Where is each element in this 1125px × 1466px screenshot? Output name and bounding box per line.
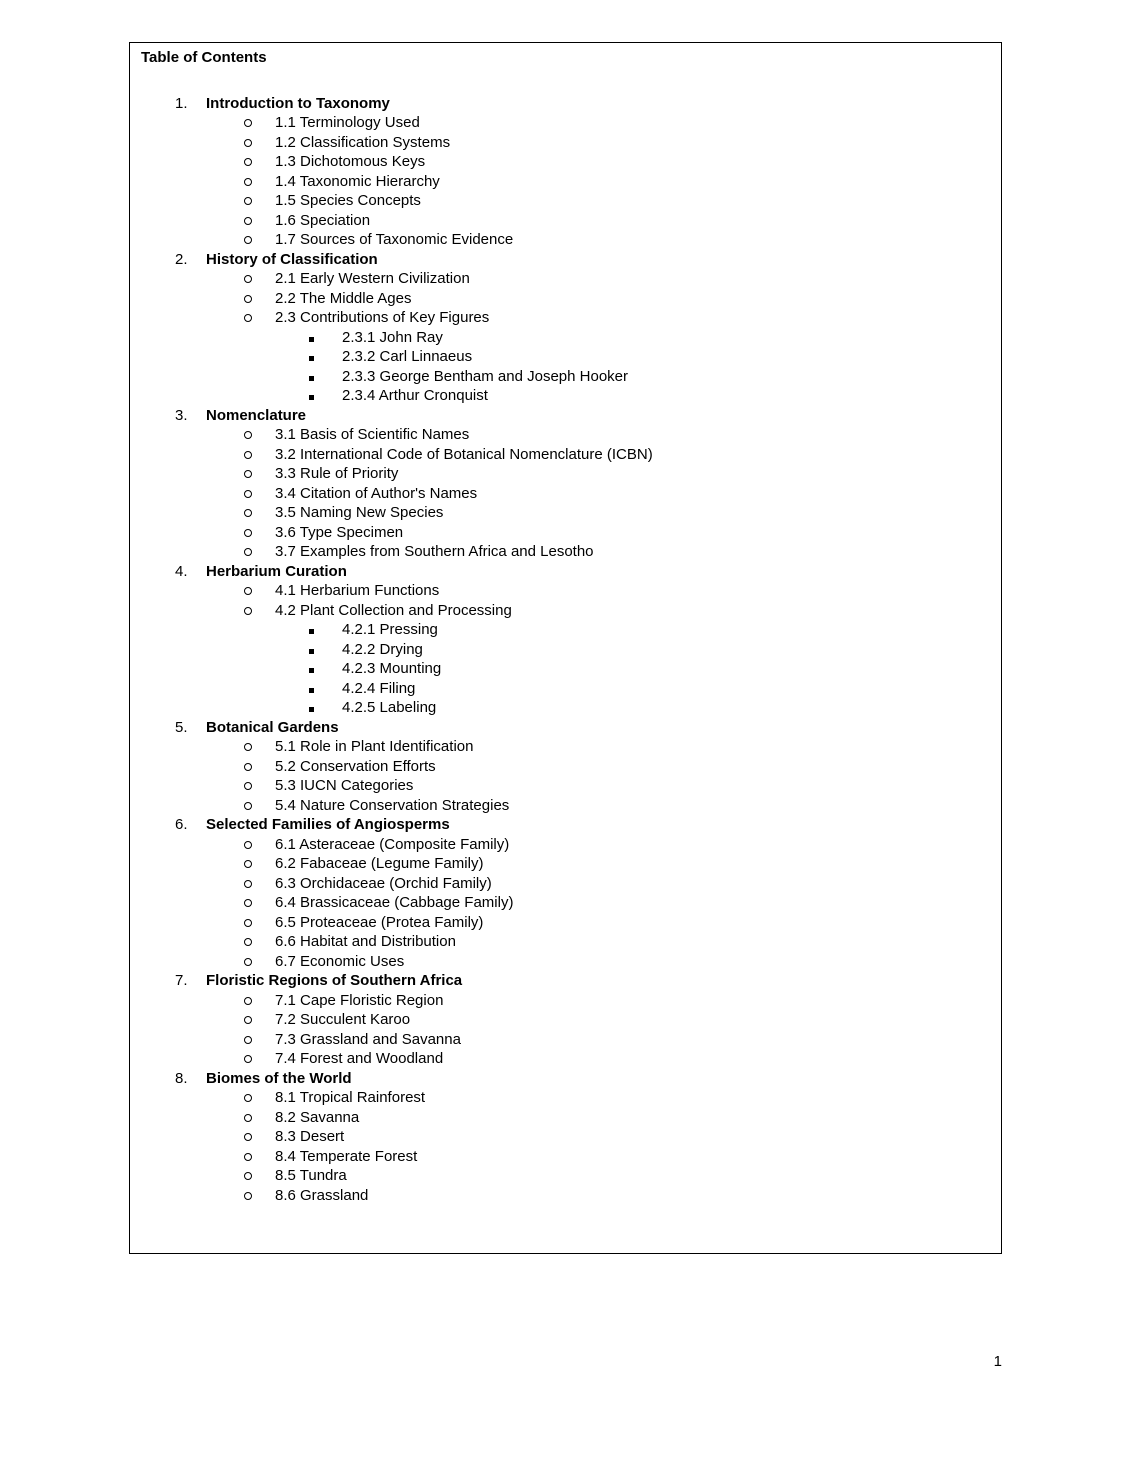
- toc-item: [130, 1010, 989, 1030]
- toc-section-number: 1.: [175, 94, 188, 112]
- circle-bullet-icon: [244, 1055, 252, 1063]
- toc-section-title: History of Classification: [206, 250, 378, 268]
- circle-bullet-icon: [244, 802, 252, 810]
- toc-item-label: 3.5 Naming New Species: [275, 504, 444, 521]
- toc-section-number: 6.: [175, 816, 188, 833]
- page-number: 1: [993, 1353, 1002, 1370]
- circle-bullet-icon: [244, 509, 252, 517]
- toc-subitem: [130, 367, 989, 387]
- bullet-cell: [242, 952, 275, 972]
- circle-bullet-icon: [244, 607, 252, 615]
- toc-section-number: 4.: [175, 562, 188, 580]
- toc-item: [130, 991, 989, 1011]
- bullet-cell: [242, 737, 275, 757]
- toc-section-heading: [130, 1069, 989, 1089]
- bullet-cell: [242, 289, 275, 309]
- toc-section-heading: [130, 406, 989, 426]
- circle-bullet-icon: [244, 958, 252, 966]
- toc-section-title: Nomenclature: [206, 406, 307, 424]
- toc-subitem: [130, 328, 989, 348]
- toc-item: [130, 191, 989, 211]
- toc-item: [130, 737, 989, 757]
- bullet-cell: [242, 1127, 275, 1147]
- toc-item: [130, 523, 989, 543]
- toc-item-label: 6.2 Fabaceae (Legume Family): [275, 855, 484, 872]
- toc-item: [130, 503, 989, 523]
- toc-section-number: 8.: [175, 1069, 188, 1087]
- toc-section-number: 3.: [175, 406, 188, 424]
- circle-bullet-icon: [244, 899, 252, 907]
- bullet-cell: [242, 445, 275, 465]
- toc-item-label: 1.4 Taxonomic Hierarchy: [275, 172, 440, 190]
- toc-item-label: 3.3 Rule of Priority: [275, 465, 399, 482]
- toc-subitem-label: 4.2.1 Pressing: [342, 621, 438, 638]
- toc-item-label: 1.7 Sources of Taxonomic Evidence: [275, 231, 514, 248]
- toc-item-label: 5.4 Nature Conservation Strategies: [275, 796, 510, 814]
- toc-item-label: 8.2 Savanna: [275, 1108, 360, 1126]
- circle-bullet-icon: [244, 178, 252, 186]
- toc-item-label: 7.4 Forest and Woodland: [275, 1050, 444, 1067]
- bullet-cell: [242, 893, 275, 913]
- toc-subitem-label: 2.3.4 Arthur Cronquist: [342, 387, 488, 404]
- circle-bullet-icon: [244, 1016, 252, 1024]
- square-bullet-icon: [309, 337, 314, 342]
- toc-item-label: 5.3 IUCN Categories: [275, 777, 414, 794]
- bullet-cell: [242, 1030, 275, 1050]
- toc-item: [130, 1127, 989, 1147]
- bullet-cell: [307, 679, 342, 699]
- toc-item: [130, 172, 989, 192]
- toc-item: [130, 425, 989, 445]
- circle-bullet-icon: [244, 1153, 252, 1161]
- circle-bullet-icon: [244, 275, 252, 283]
- toc-item-label: 7.2 Succulent Karoo: [275, 1011, 411, 1028]
- toc-list: [130, 94, 989, 1206]
- toc-item: [130, 269, 989, 289]
- toc-section-title: Selected Families of Angiosperms: [206, 816, 450, 833]
- toc-item-label: 8.4 Temperate Forest: [275, 1147, 418, 1165]
- toc-subitem-label: 2.3.1 John Ray: [342, 328, 443, 346]
- toc-item-label: 3.4 Citation of Author's Names: [275, 484, 478, 502]
- bullet-cell: [242, 269, 275, 289]
- toc-subitem-label: 4.2.3 Mounting: [342, 660, 442, 677]
- circle-bullet-icon: [244, 490, 252, 498]
- toc-item: [130, 1108, 989, 1128]
- bullet-cell: [242, 464, 275, 484]
- toc-item: [130, 289, 989, 309]
- toc-item-label: 3.7 Examples from Southern Africa and Lesotho: [275, 543, 594, 560]
- toc-item-label: 4.1 Herbarium Functions: [275, 582, 440, 599]
- toc-item-label: 8.3 Desert: [275, 1128, 345, 1145]
- toc-section-title: Herbarium Curation: [206, 562, 347, 580]
- circle-bullet-icon: [244, 1094, 252, 1102]
- toc-section-heading: [130, 718, 989, 738]
- toc-item: [130, 893, 989, 913]
- toc-item: [130, 776, 989, 796]
- toc-item-label: 1.6 Speciation: [275, 211, 371, 229]
- toc-item: [130, 445, 989, 465]
- bullet-cell: [242, 1010, 275, 1030]
- toc-item-label: 6.3 Orchidaceae (Orchid Family): [275, 874, 492, 892]
- toc-item-label: 2.1 Early Western Civilization: [275, 270, 470, 287]
- toc-subitem-label: 4.2.4 Filing: [342, 679, 416, 697]
- bullet-cell: [242, 1147, 275, 1167]
- toc-section-heading: [130, 250, 989, 270]
- toc-item: [130, 835, 989, 855]
- bullet-cell: [242, 152, 275, 172]
- bullet-cell: [242, 425, 275, 445]
- toc-section-number: 2.: [175, 250, 188, 268]
- circle-bullet-icon: [244, 997, 252, 1005]
- toc-item-label: 6.5 Proteaceae (Protea Family): [275, 913, 484, 931]
- toc-section-heading: [130, 562, 989, 582]
- toc-item-label: 3.2 International Code of Botanical Nomenclature (ICBN): [275, 445, 653, 463]
- toc-item: [130, 1166, 989, 1186]
- circle-bullet-icon: [244, 119, 252, 127]
- toc-subitem: [130, 640, 989, 660]
- toc-subitem-label: 2.3.3 George Bentham and Joseph Hooker: [342, 367, 629, 385]
- circle-bullet-icon: [244, 880, 252, 888]
- circle-bullet-icon: [244, 1114, 252, 1122]
- toc-subitem: [130, 386, 989, 406]
- toc-item-label: 2.2 The Middle Ages: [275, 289, 412, 307]
- toc-subitem: [130, 659, 989, 679]
- bullet-cell: [307, 347, 342, 367]
- square-bullet-icon: [309, 668, 314, 673]
- toc-section-number: 5.: [175, 718, 188, 736]
- toc-subitem: [130, 347, 989, 367]
- toc-item: [130, 601, 989, 621]
- toc-item: [130, 854, 989, 874]
- bullet-cell: [242, 211, 275, 231]
- square-bullet-icon: [309, 376, 314, 381]
- circle-bullet-icon: [244, 1172, 252, 1180]
- circle-bullet-icon: [244, 158, 252, 166]
- toc-section-heading: [130, 971, 989, 991]
- bullet-cell: [242, 172, 275, 192]
- toc-item-label: 8.6 Grassland: [275, 1186, 369, 1204]
- toc-item: [130, 874, 989, 894]
- square-bullet-icon: [309, 356, 314, 361]
- toc-item: [130, 113, 989, 133]
- bullet-cell: [242, 503, 275, 523]
- bullet-cell: [242, 601, 275, 621]
- circle-bullet-icon: [244, 841, 252, 849]
- circle-bullet-icon: [244, 1036, 252, 1044]
- toc-item-label: 1.5 Species Concepts: [275, 192, 421, 209]
- toc-item-label: 6.1 Asteraceae (Composite Family): [275, 835, 510, 853]
- toc-subitem: [130, 620, 989, 640]
- toc-item: [130, 796, 989, 816]
- toc-item: [130, 1147, 989, 1167]
- toc-section-title: Botanical Gardens: [206, 718, 339, 736]
- square-bullet-icon: [309, 649, 314, 654]
- toc-item: [130, 211, 989, 231]
- bullet-cell: [242, 133, 275, 153]
- toc-item: [130, 308, 989, 328]
- toc-item-label: 1.1 Terminology Used: [275, 114, 420, 131]
- circle-bullet-icon: [244, 451, 252, 459]
- toc-item-label: 8.5 Tundra: [275, 1167, 347, 1184]
- toc-section-heading: [130, 94, 989, 114]
- toc-item: [130, 1030, 989, 1050]
- bullet-cell: [242, 523, 275, 543]
- bullet-cell: [242, 1186, 275, 1206]
- circle-bullet-icon: [244, 197, 252, 205]
- toc-item: [130, 133, 989, 153]
- bullet-cell: [242, 113, 275, 133]
- bullet-cell: [242, 1166, 275, 1186]
- bullet-cell: [242, 230, 275, 250]
- bullet-cell: [242, 484, 275, 504]
- bullet-cell: [242, 1088, 275, 1108]
- toc-section-title: Biomes of the World: [206, 1069, 352, 1087]
- toc-item: [130, 152, 989, 172]
- bullet-cell: [242, 757, 275, 777]
- toc-subitem-label: 4.2.2 Drying: [342, 640, 423, 658]
- toc-item: [130, 913, 989, 933]
- toc-item-label: 6.4 Brassicaceae (Cabbage Family): [275, 894, 514, 911]
- toc-section-heading: [130, 815, 989, 835]
- circle-bullet-icon: [244, 1133, 252, 1141]
- bullet-cell: [242, 991, 275, 1011]
- circle-bullet-icon: [244, 743, 252, 751]
- toc-item: [130, 932, 989, 952]
- bullet-cell: [242, 308, 275, 328]
- toc-item: [130, 757, 989, 777]
- bullet-cell: [242, 932, 275, 952]
- toc-item-label: 6.7 Economic Uses: [275, 952, 405, 970]
- bullet-cell: [242, 835, 275, 855]
- toc-item-label: 7.1 Cape Floristic Region: [275, 991, 444, 1009]
- circle-bullet-icon: [244, 431, 252, 439]
- bullet-cell: [242, 776, 275, 796]
- circle-bullet-icon: [244, 314, 252, 322]
- circle-bullet-icon: [244, 763, 252, 771]
- bullet-cell: [242, 191, 275, 211]
- bullet-cell: [242, 796, 275, 816]
- toc-item-label: 7.3 Grassland and Savanna: [275, 1030, 461, 1048]
- circle-bullet-icon: [244, 860, 252, 868]
- square-bullet-icon: [309, 395, 314, 400]
- toc-section-title: Floristic Regions of Southern Africa: [206, 972, 463, 989]
- toc-subitem: [130, 698, 989, 718]
- toc-item: [130, 542, 989, 562]
- toc-subitem-label: 2.3.2 Carl Linnaeus: [342, 348, 473, 365]
- toc-item: [130, 1049, 989, 1069]
- toc-item-label: 3.1 Basis of Scientific Names: [275, 426, 470, 443]
- circle-bullet-icon: [244, 529, 252, 537]
- toc-item-label: 1.3 Dichotomous Keys: [275, 153, 426, 170]
- toc-item-label: 3.6 Type Specimen: [275, 523, 404, 541]
- bullet-cell: [242, 913, 275, 933]
- circle-bullet-icon: [244, 236, 252, 244]
- toc-section-number: 7.: [175, 972, 188, 989]
- toc-item: [130, 230, 989, 250]
- circle-bullet-icon: [244, 587, 252, 595]
- toc-subitem: [130, 679, 989, 699]
- toc-item-label: 1.2 Classification Systems: [275, 133, 451, 151]
- toc-item: [130, 484, 989, 504]
- bullet-cell: [307, 698, 342, 718]
- toc-item-label: 5.2 Conservation Efforts: [275, 757, 436, 775]
- bullet-cell: [307, 640, 342, 660]
- toc-item-label: 2.3 Contributions of Key Figures: [275, 309, 490, 326]
- toc-item-label: 4.2 Plant Collection and Processing: [275, 601, 512, 619]
- circle-bullet-icon: [244, 217, 252, 225]
- circle-bullet-icon: [244, 1192, 252, 1200]
- bullet-cell: [307, 328, 342, 348]
- toc-subitem-label: 4.2.5 Labeling: [342, 699, 437, 716]
- toc-title: Table of Contents: [141, 49, 267, 66]
- square-bullet-icon: [309, 707, 314, 712]
- bullet-cell: [242, 1108, 275, 1128]
- toc-item-label: 8.1 Tropical Rainforest: [275, 1089, 426, 1106]
- toc-item: [130, 952, 989, 972]
- square-bullet-icon: [309, 688, 314, 693]
- toc-item: [130, 581, 989, 601]
- bullet-cell: [307, 659, 342, 679]
- toc-item-label: 6.6 Habitat and Distribution: [275, 933, 456, 950]
- bullet-cell: [307, 620, 342, 640]
- circle-bullet-icon: [244, 548, 252, 556]
- circle-bullet-icon: [244, 139, 252, 147]
- bullet-cell: [242, 542, 275, 562]
- bullet-cell: [242, 1049, 275, 1069]
- toc-border-box: [129, 42, 1002, 1254]
- circle-bullet-icon: [244, 938, 252, 946]
- toc-item-label: 5.1 Role in Plant Identification: [275, 738, 474, 755]
- square-bullet-icon: [309, 629, 314, 634]
- circle-bullet-icon: [244, 295, 252, 303]
- circle-bullet-icon: [244, 782, 252, 790]
- bullet-cell: [307, 386, 342, 406]
- toc-item: [130, 464, 989, 484]
- circle-bullet-icon: [244, 919, 252, 927]
- bullet-cell: [242, 874, 275, 894]
- circle-bullet-icon: [244, 470, 252, 478]
- toc-item: [130, 1088, 989, 1108]
- toc-section-title: Introduction to Taxonomy: [206, 94, 390, 112]
- bullet-cell: [242, 581, 275, 601]
- bullet-cell: [307, 367, 342, 387]
- toc-item: [130, 1186, 989, 1206]
- bullet-cell: [242, 854, 275, 874]
